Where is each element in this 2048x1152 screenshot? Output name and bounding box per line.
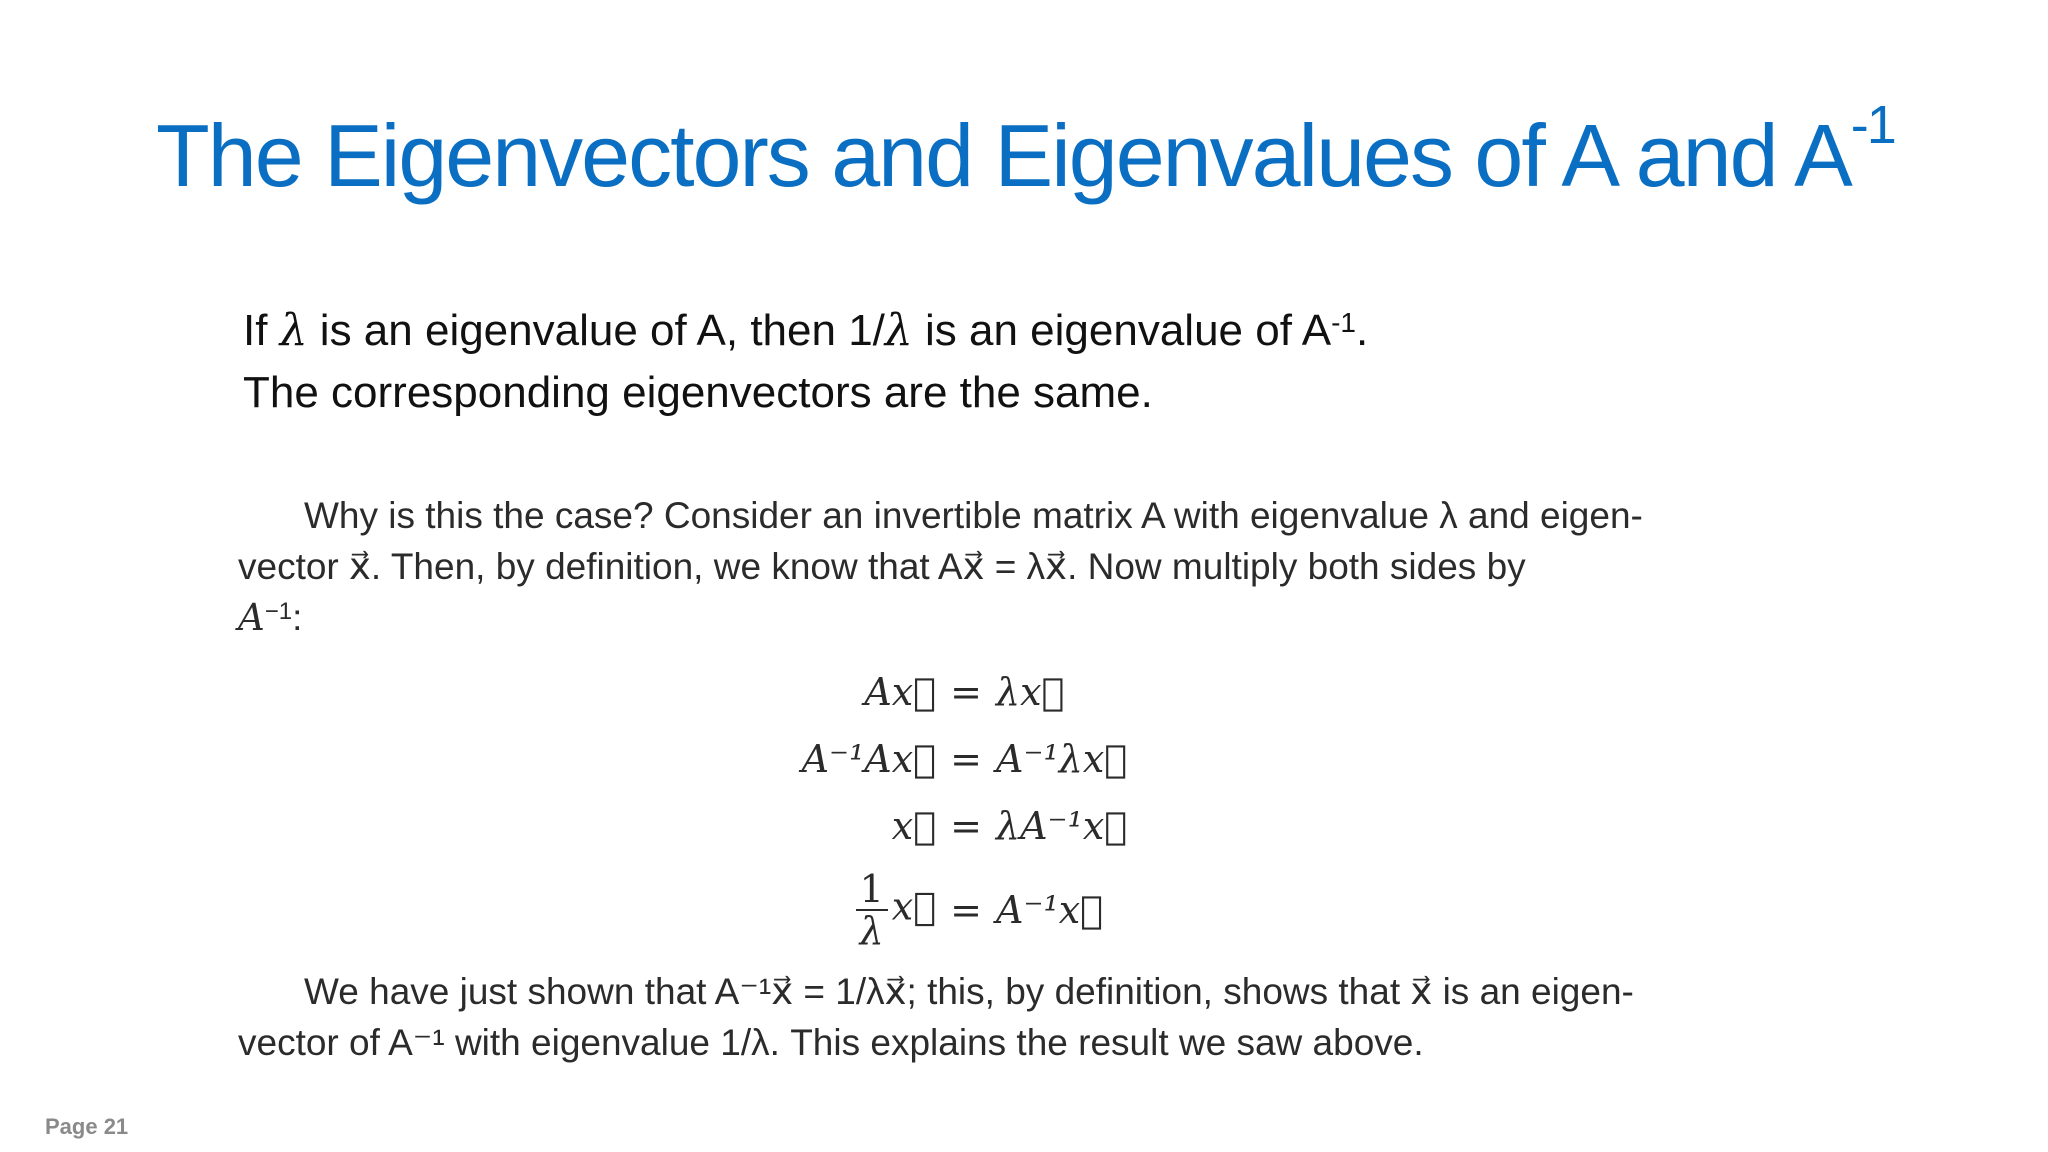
excerpt-line: vector of A⁻¹ with eigenvalue 1/λ. This explains the result we saw above.	[238, 1022, 1424, 1063]
excerpt-line	[238, 592, 1694, 643]
excerpt-line: Why is this the case? Consider an invertible matrix A with eigenvalue λ and eigen-	[304, 495, 1643, 536]
lambda-symbol: λ	[884, 305, 913, 356]
equation-lhs: A⁻¹Ax⃗	[801, 737, 936, 781]
vector-x: x⃗	[891, 884, 936, 929]
excerpt-line: We have just shown that A⁻¹x⃗ = 1/λx⃗; this, by definition, shows that x⃗ is an eigen-	[304, 971, 1634, 1012]
fraction-numerator: 1	[856, 869, 888, 911]
slide-title-text: The Eigenvectors and Eigenvalues of A and A	[156, 106, 1851, 205]
equation-lhs: x⃗	[891, 804, 936, 848]
excerpt-paragraph-1	[238, 490, 1694, 643]
equation-lhs: Ax⃗	[864, 670, 936, 714]
slide-title	[156, 95, 1895, 205]
equation-row	[238, 659, 1694, 726]
equation-row	[238, 793, 1694, 860]
fraction	[856, 869, 888, 951]
equation-rhs: A⁻¹λx⃗	[996, 737, 1128, 781]
equals-sign: =	[950, 670, 982, 714]
equation-rhs: λx⃗	[996, 670, 1065, 714]
lead-text-d: .	[1356, 306, 1369, 355]
derivation-equations	[238, 659, 1694, 960]
lead-text-a: If	[243, 306, 280, 355]
equation-rhs: λA⁻¹x⃗	[996, 804, 1128, 848]
lead-line-2: The corresponding eigenvectors are the same.	[243, 368, 1153, 417]
inverse-superscript: -1	[1331, 307, 1356, 338]
lead-text-b: is an eigenvalue of A, then 1/	[307, 306, 885, 355]
equation-row	[238, 860, 1694, 960]
page-number: Page 21	[45, 1114, 129, 1139]
equation-row	[238, 726, 1694, 793]
equals-sign: =	[950, 737, 982, 781]
equation-rhs: A⁻¹x⃗	[996, 887, 1103, 932]
fraction-denominator: λ	[859, 909, 884, 953]
excerpt-paragraph-2	[238, 966, 1694, 1068]
inverse-superscript: −1	[264, 598, 293, 625]
colon: :	[292, 597, 303, 638]
lambda-symbol: λ	[279, 305, 308, 356]
lead-statement	[243, 300, 1368, 424]
excerpt-line: vector x⃗. Then, by definition, we know that Ax⃗ = λx⃗. Now multiply both sides by	[238, 546, 1526, 587]
matrix-a: A	[238, 596, 265, 639]
textbook-excerpt	[238, 490, 1694, 1068]
equals-sign: =	[950, 804, 982, 848]
equals-sign: =	[950, 887, 982, 932]
lead-line-1	[243, 300, 1368, 362]
equation-lhs	[626, 869, 936, 951]
lead-text-c: is an eigenvalue of A	[912, 306, 1332, 355]
slide-title-superscript: -1	[1850, 95, 1895, 155]
